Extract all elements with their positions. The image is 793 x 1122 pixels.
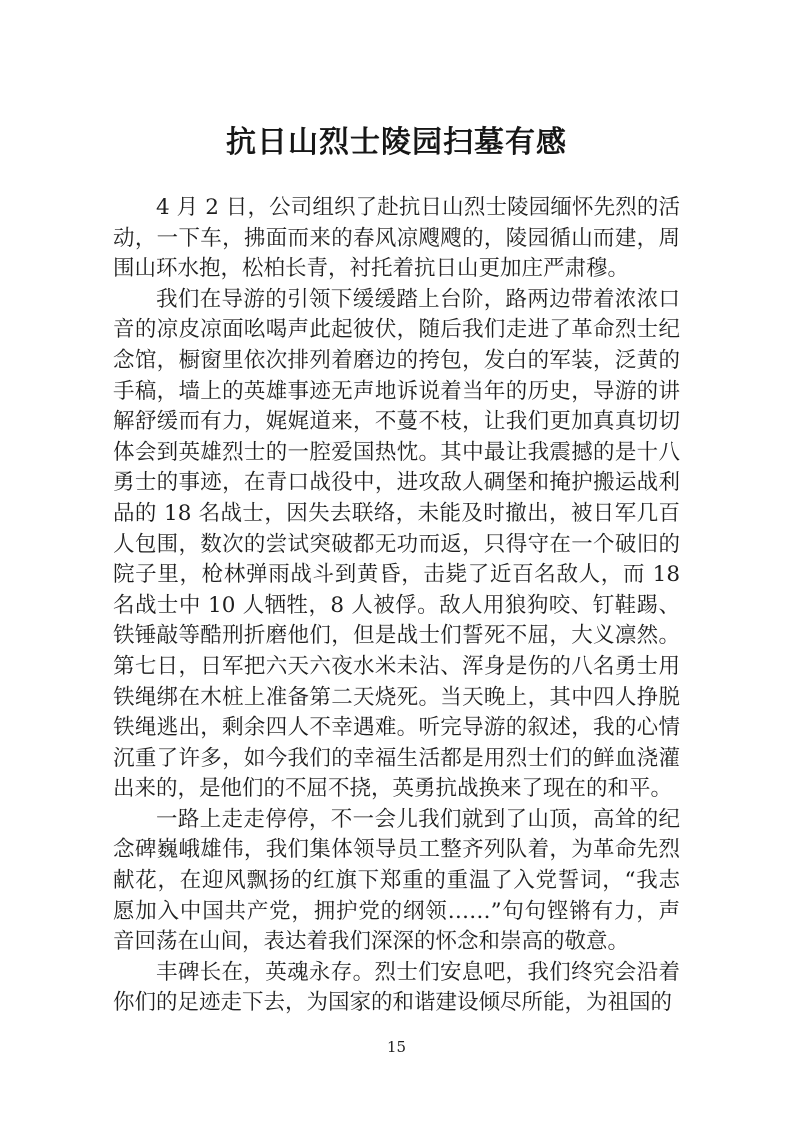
paragraph-3: 一路上走走停停，不一会儿我们就到了山顶，高耸的纪念碑巍峨雄伟，我们集体领导员工整齐列队着，为革命先烈献花，在迎风飘扬的红旗下郑重的重温了入党誓词，“我志愿加入中国共产党，拥护党的纲领……”句句铿锵有力，声音回荡在山间，表达着我们深深的怀念和崇高的敬意。 (113, 806, 680, 955)
document-title: 抗日山烈士陵园扫墓有感 (226, 125, 567, 160)
paragraph-2: 我们在导游的引领下缓缓踏上台阶，路两边带着浓浓口音的凉皮凉面吆喝声此起彼伏，随后我们走进了革命烈士纪念馆，橱窗里依次排列着磨边的挎包，发白的军装，泛黄的手稿，墙上的英雄事迹无声地诉说着当年的历史，导游的讲解舒缓而有力，娓娓道来，不蔓不枝，让我们更加真真切切体会到英雄烈士的一腔爱国热忱。其中最让我震撼的是十八勇士的事迹，在青口战役中，进攻敌人碉堡和掩护搬运战利品的 18 名战士，因失去联络，未能及时撤出，被日军几百人包围，数次的尝试突破都无功而返，只得守在一个破旧的院子里，枪林弹雨战斗到黄昏，击毙了近百名敌人，而 18 名战士中 10 人牺牲，8 人被俘。敌人用狼狗咬、钉鞋踢、铁锤敲等酷刑折磨他们，但是战士们誓死不屈，大义凛然。第七日，日军把六天六夜水米未沾、浑身是伤的八名勇士用铁绳绑在木桩上准备第二天烧死。当天晚上，其中四人挣脱铁绳逃出，剩余四人不幸遇难。听完导游的叙述，我的心情沉重了许多，如今我们的幸福生活都是用烈士们的鲜血浇灌出来的，是他们的不屈不挠，英勇抗战换来了现在的和平。 (113, 286, 680, 802)
page-number: 15 (386, 1038, 407, 1056)
paragraph-4: 丰碑长在，英魂永存。烈士们安息吧，我们终究会沿着你们的足迹走下去，为国家的和谐建设倾尽所能，为祖国的 (113, 959, 680, 1016)
paragraph-1: 4 月 2 日，公司组织了赴抗日山烈士陵园缅怀先烈的活动，一下车，拂面而来的春风凉飕飕的，陵园循山而建，周围山环水抱，松柏长青，衬托着抗日山更加庄严肃穆。 (113, 195, 680, 282)
document-body (113, 193, 680, 1019)
